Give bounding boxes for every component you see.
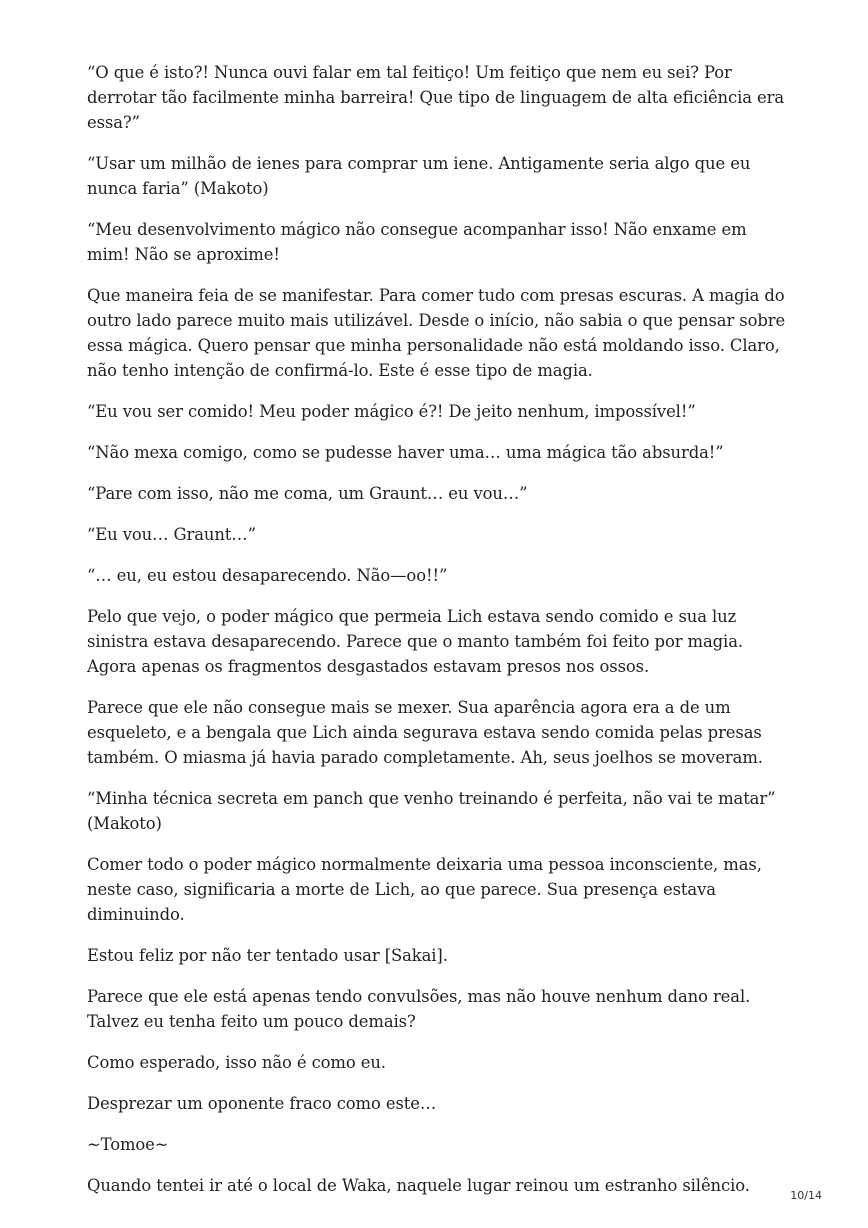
- paragraph: Comer todo o poder mágico normalmente deixaria uma pessoa inconsciente, mas, neste caso, significaria a morte de Lich, ao que parece. Sua presença estava diminuindo.: [87, 855, 762, 924]
- page-number: 10/14: [790, 1189, 822, 1202]
- paragraph: “Eu vou… Graunt…”: [87, 525, 256, 544]
- paragraph: “Pare com isso, não me coma, um Graunt… eu vou…”: [87, 484, 528, 503]
- paragraph: Pelo que vejo, o poder mágico que permeia Lich estava sendo comido e sua luz sinistra estava desaparecendo. Parece que o manto também foi feito por magia. Agora apenas os fragmentos desgastados estavam presos nos ossos.: [87, 607, 743, 676]
- paragraph: Estou feliz por não ter tentado usar [Sakai].: [87, 946, 448, 965]
- paragraph: ~Tomoe~: [87, 1135, 169, 1154]
- paragraph: Que maneira feia de se manifestar. Para comer tudo com presas escuras. A magia do outro lado parece muito mais utilizável. Desde o início, não sabia o que pensar sobre essa mágica. Quero pensar que minha personalidade não está moldando isso. Claro, não tenho intenção de confirmá-lo. Este é esse tipo de magia.: [87, 286, 786, 380]
- paragraph: Quando tentei ir até o local de Waka, naquele lugar reinou um estranho silêncio.: [87, 1176, 750, 1195]
- paragraph: Parece que ele está apenas tendo convulsões, mas não houve nenhum dano real. Talvez eu tenha feito um pouco demais?: [87, 987, 751, 1031]
- paragraph: Desprezar um oponente fraco como este…: [87, 1094, 437, 1113]
- page-body: [87, 60, 787, 1214]
- paragraph: “Não mexa comigo, como se pudesse haver uma… uma mágica tão absurda!”: [87, 443, 724, 462]
- paragraph: “Minha técnica secreta em panch que venho treinando é perfeita, não vai te matar” (Makoto): [87, 789, 776, 833]
- paragraph: “Meu desenvolvimento mágico não consegue acompanhar isso! Não enxame em mim! Não se aproxime!: [87, 220, 747, 264]
- paragraph: “O que é isto?! Nunca ouvi falar em tal feitiço! Um feitiço que nem eu sei? Por derrotar tão facilmente minha barreira! Que tipo de linguagem de alta eficiência era essa?”: [87, 63, 785, 132]
- paragraph: “Eu vou ser comido! Meu poder mágico é?! De jeito nenhum, impossível!”: [87, 402, 696, 421]
- paragraph: Parece que ele não consegue mais se mexer. Sua aparência agora era a de um esqueleto, e a bengala que Lich ainda segurava estava sendo comida pelas presas também. O miasma já havia parado completamente. Ah, seus joelhos se moveram.: [87, 698, 763, 767]
- paragraph: “Usar um milhão de ienes para comprar um iene. Antigamente seria algo que eu nunca faria” (Makoto): [87, 154, 751, 198]
- paragraph: “… eu, eu estou desaparecendo. Não—oo!!”: [87, 566, 448, 585]
- paragraph: Como esperado, isso não é como eu.: [87, 1053, 386, 1072]
